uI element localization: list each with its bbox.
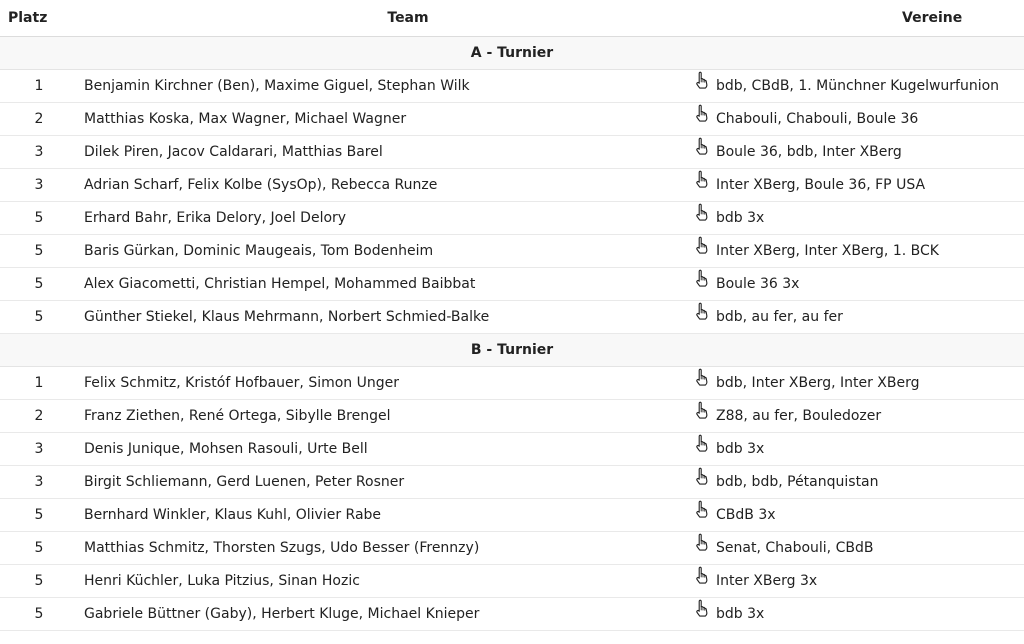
vereine-text: Inter XBerg, Boule 36, FP USA (716, 177, 926, 193)
team-cell: Erhard Bahr, Erika Delory, Joel Delory (78, 202, 694, 235)
platz-cell: 3 (0, 169, 78, 202)
vereine-text: bdb 3x (716, 210, 765, 226)
table-row (0, 532, 1024, 565)
platz-cell: 5 (0, 202, 78, 235)
vereine-wrapper (694, 111, 1024, 127)
platz-cell: 5 (0, 235, 78, 268)
vereine-text: bdb, bdb, Pétanquistan (716, 474, 879, 490)
vereine-text: bdb, au fer, au fer (716, 309, 843, 325)
table-body (0, 37, 1024, 631)
pointing-hand-icon[interactable] (694, 467, 710, 485)
table-row (0, 499, 1024, 532)
vereine-wrapper (694, 507, 1024, 523)
pointing-hand-icon[interactable] (694, 170, 710, 188)
team-cell: Birgit Schliemann, Gerd Luenen, Peter Rosner (78, 466, 694, 499)
vereine-wrapper (694, 144, 1024, 160)
platz-cell: 5 (0, 499, 78, 532)
platz-cell: 5 (0, 598, 78, 631)
table-row (0, 367, 1024, 400)
pointing-hand-icon[interactable] (694, 599, 710, 617)
vereine-wrapper (694, 540, 1024, 556)
vereine-cell (694, 367, 1024, 400)
column-header-platz: Platz (0, 0, 78, 37)
vereine-cell (694, 466, 1024, 499)
table-row (0, 400, 1024, 433)
vereine-text: Inter XBerg 3x (716, 573, 818, 589)
pointing-hand-icon[interactable] (694, 71, 710, 89)
vereine-text: Senat, Chabouli, CBdB (716, 540, 874, 556)
platz-cell: 1 (0, 70, 78, 103)
vereine-text: Inter XBerg, Inter XBerg, 1. BCK (716, 243, 939, 259)
team-cell: Matthias Koska, Max Wagner, Michael Wagner (78, 103, 694, 136)
table-row (0, 235, 1024, 268)
vereine-cell (694, 136, 1024, 169)
team-cell: Günther Stiekel, Klaus Mehrmann, Norbert Schmied-Balke (78, 301, 694, 334)
pointing-hand-icon[interactable] (694, 269, 710, 287)
table-row (0, 268, 1024, 301)
vereine-text: bdb 3x (716, 606, 765, 622)
table-row (0, 301, 1024, 334)
team-cell: Adrian Scharf, Felix Kolbe (SysOp), Rebecca Runze (78, 169, 694, 202)
table-row (0, 103, 1024, 136)
pointing-hand-icon[interactable] (694, 500, 710, 518)
team-cell: Bernhard Winkler, Klaus Kuhl, Olivier Rabe (78, 499, 694, 532)
vereine-text: CBdB 3x (716, 507, 776, 523)
group-header-row (0, 334, 1024, 367)
vereine-cell (694, 235, 1024, 268)
vereine-cell (694, 268, 1024, 301)
table-row (0, 466, 1024, 499)
column-header-team: Team (78, 0, 694, 37)
vereine-wrapper (694, 309, 1024, 325)
pointing-hand-icon[interactable] (694, 401, 710, 419)
vereine-wrapper (694, 276, 1024, 292)
table-row (0, 433, 1024, 466)
team-cell: Felix Schmitz, Kristóf Hofbauer, Simon Unger (78, 367, 694, 400)
table-row (0, 202, 1024, 235)
vereine-wrapper (694, 408, 1024, 424)
vereine-wrapper (694, 243, 1024, 259)
group-title: A - Turnier (0, 37, 1024, 70)
column-header-vereine: Vereine (694, 0, 1024, 37)
pointing-hand-icon[interactable] (694, 368, 710, 386)
team-cell: Denis Junique, Mohsen Rasouli, Urte Bell (78, 433, 694, 466)
team-cell: Gabriele Büttner (Gaby), Herbert Kluge, Michael Knieper (78, 598, 694, 631)
vereine-text: bdb 3x (716, 441, 765, 457)
team-cell: Alex Giacometti, Christian Hempel, Mohammed Baibbat (78, 268, 694, 301)
table-row (0, 565, 1024, 598)
vereine-text: bdb, CBdB, 1. Münchner Kugelwurfunion (716, 78, 1000, 94)
table-row (0, 136, 1024, 169)
table-header-row (0, 0, 1024, 37)
table-row (0, 598, 1024, 631)
vereine-cell (694, 499, 1024, 532)
vereine-text: Boule 36 3x (716, 276, 800, 292)
group-header-row (0, 37, 1024, 70)
pointing-hand-icon[interactable] (694, 104, 710, 122)
platz-cell: 1 (0, 367, 78, 400)
vereine-cell (694, 202, 1024, 235)
pointing-hand-icon[interactable] (694, 566, 710, 584)
team-cell: Henri Küchler, Luka Pitzius, Sinan Hozic (78, 565, 694, 598)
team-cell: Baris Gürkan, Dominic Maugeais, Tom Bodenheim (78, 235, 694, 268)
platz-cell: 5 (0, 301, 78, 334)
vereine-text: Z88, au fer, Bouledozer (716, 408, 882, 424)
pointing-hand-icon[interactable] (694, 137, 710, 155)
vereine-cell (694, 70, 1024, 103)
vereine-wrapper (694, 375, 1024, 391)
platz-cell: 3 (0, 466, 78, 499)
vereine-wrapper (694, 606, 1024, 622)
vereine-cell (694, 301, 1024, 334)
platz-cell: 2 (0, 400, 78, 433)
pointing-hand-icon[interactable] (694, 302, 710, 320)
vereine-wrapper (694, 474, 1024, 490)
vereine-text: Boule 36, bdb, Inter XBerg (716, 144, 902, 160)
vereine-cell (694, 103, 1024, 136)
vereine-cell (694, 598, 1024, 631)
vereine-cell (694, 433, 1024, 466)
vereine-text: bdb, Inter XBerg, Inter XBerg (716, 375, 920, 391)
vereine-cell (694, 169, 1024, 202)
table-row (0, 70, 1024, 103)
vereine-cell (694, 400, 1024, 433)
platz-cell: 5 (0, 268, 78, 301)
vereine-wrapper (694, 441, 1024, 457)
platz-cell: 2 (0, 103, 78, 136)
vereine-cell (694, 565, 1024, 598)
pointing-hand-icon[interactable] (694, 236, 710, 254)
vereine-wrapper (694, 210, 1024, 226)
team-cell: Matthias Schmitz, Thorsten Szugs, Udo Besser (Frennzy) (78, 532, 694, 565)
group-title: B - Turnier (0, 334, 1024, 367)
team-cell: Franz Ziethen, René Ortega, Sibylle Brengel (78, 400, 694, 433)
team-cell: Dilek Piren, Jacov Caldarari, Matthias Barel (78, 136, 694, 169)
platz-cell: 3 (0, 136, 78, 169)
team-cell: Benjamin Kirchner (Ben), Maxime Giguel, Stephan Wilk (78, 70, 694, 103)
pointing-hand-icon[interactable] (694, 203, 710, 221)
vereine-wrapper (694, 177, 1024, 193)
vereine-text: Chabouli, Chabouli, Boule 36 (716, 111, 919, 127)
vereine-wrapper (694, 78, 1024, 94)
platz-cell: 5 (0, 532, 78, 565)
vereine-cell (694, 532, 1024, 565)
table-row (0, 169, 1024, 202)
platz-cell: 3 (0, 433, 78, 466)
vereine-wrapper (694, 573, 1024, 589)
pointing-hand-icon[interactable] (694, 434, 710, 452)
pointing-hand-icon[interactable] (694, 533, 710, 551)
platz-cell: 5 (0, 565, 78, 598)
